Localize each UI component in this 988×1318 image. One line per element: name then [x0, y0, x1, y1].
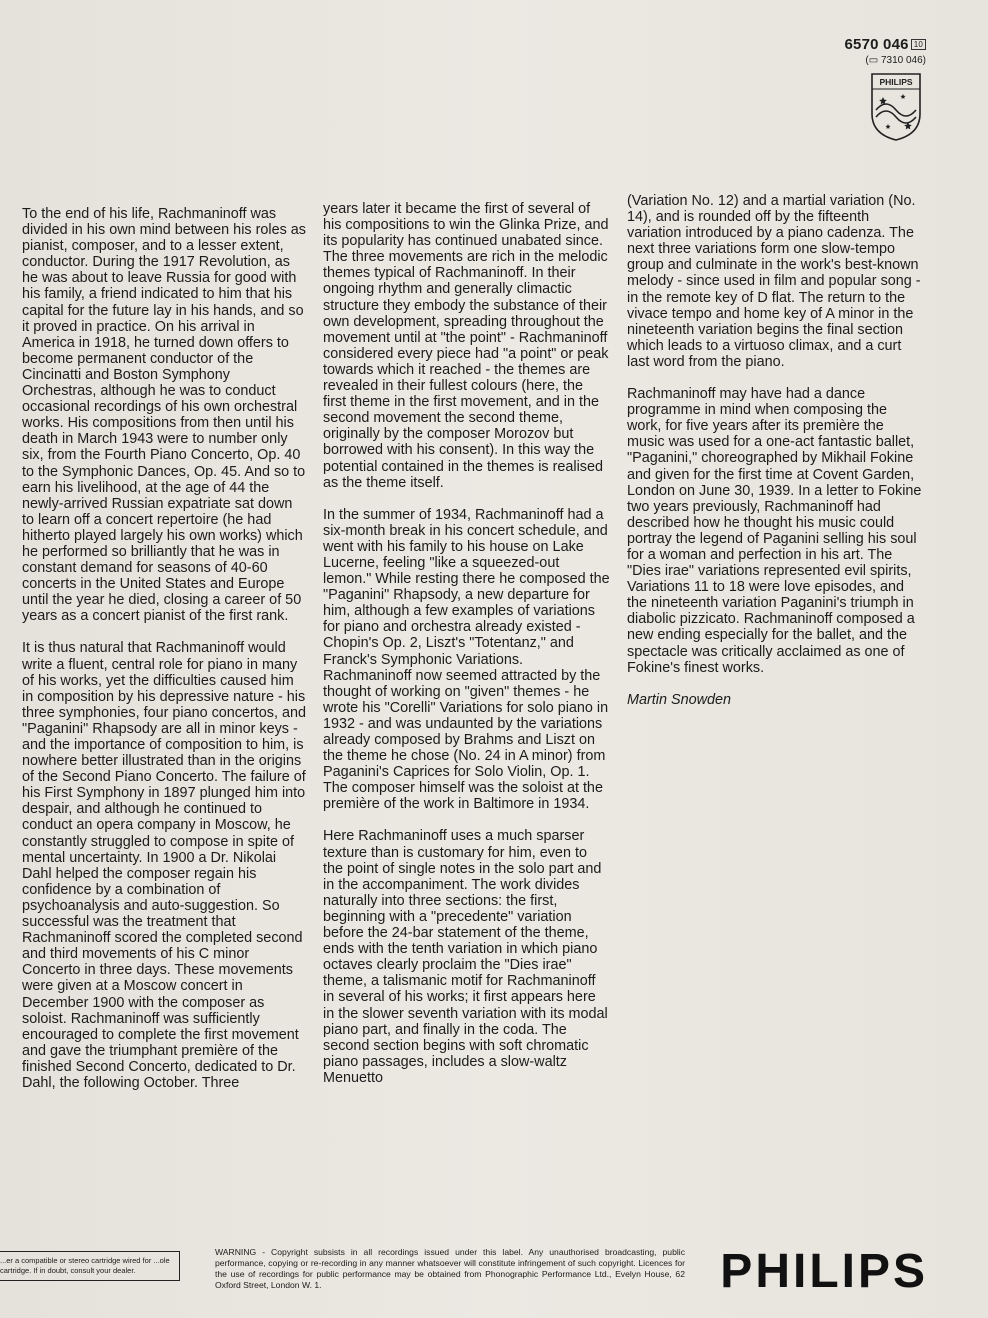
author-signature: Martin Snowden [627, 691, 731, 708]
paragraph: It is thus natural that Rachmaninoff would write a fluent, central role for piano in many of his works, yet the difficulties caused him in composition by his depressive nature - his three symphonies, four piano concertos, and "Paganini" Rhapsody are all in minor keys - and the importance of composition to him, is nowhere better illustrated than in the origins of the Second Piano Concerto. The failure of his First Symphony in 1897 plunged him into despair, and although he continued to conduct an opera company in Moscow, he constantly struggled to compose in spite of mental uncertainty. In 1900 a Dr. Nikolai Dahl helped the composer regain his confidence by a combination of psychoanalysis and auto-suggestion. So successful was the treatment that Rachmaninoff scored the completed second and third movements of his C minor Concerto in three days. These movements were given at a Moscow concert in December 1900 with the composer as soloist. Rachmaninoff was sufficiently encouraged to complete the first movement and gave the triumphant première of the finished Second Concerto, dedicated to Dr. Dahl, the following October. Three [22, 640, 306, 1091]
text-column-3 [627, 193, 922, 724]
text-column-2 [323, 201, 610, 1102]
catalog-number [845, 36, 926, 53]
catalog-info [845, 36, 926, 66]
paragraph: (Variation No. 12) and a martial variation (No. 14), and is rounded off by the fifteenth variation introduced by a piano cadenza. The next three variations form one slow-tempo group and culminate in the work's best-known melody - since used in film and popular song - in the remote key of D flat. The return to the vivace tempo and home key of A minor in the nineteenth variation begins the final section which leads to a virtuoso climax, and a curt last word from the piano. [627, 193, 921, 370]
copyright-warning: WARNING - Copyright subsists in all recordings issued under this label. Any unauthorised broadcasting, public performance, copying or re-recording in any manner whatsoever will constitute infringement of such copyright. Licences for the use of recordings for public performance may be obtained from Phonographic Performance Ltd., Evelyn House, 62 Oxford Street, London W. 1. [215, 1247, 685, 1290]
paragraph: Here Rachmaninoff uses a much sparser texture than is customary for him, even to the point of single notes in the solo part and in the accompaniment. The work divides naturally into three sections: the first, beginning with a "precedente" variation before the 24-bar statement of the theme, ends with the tenth variation in which piano octaves clearly proclaim the "Dies irae" theme, a talismanic motif for Rachmaninoff in several of his works; it first appears here in the slower seventh variation with its modal piano part, and finally in the coda. The second section begins with soft chromatic piano passages, includes a slow-waltz Menuetto [323, 828, 608, 1086]
text-column-1 [22, 206, 307, 1107]
paragraph: Rachmaninoff may have had a dance programme in mind when composing the work, for five years after its première the music was used for a one-act fantastic ballet, "Paganini," choreographed by Mikhail Fokine and given for the first time at Covent Garden, London on June 30, 1939. In a letter to Fokine two years previously, Rachmaninoff had described how he thought his music could portray the legend of Paganini selling his soul for a woman and perfection in his art. The "Dies irae" variations represented evil spirits, Variations 11 to 18 were love episodes, and the nineteenth variation Paganini's triumph in diabolic pizzicato. Rachmaninoff composed a new ending especially for the ballet, and the spectacle was critically acclaimed as one of Fokine's finest works. [627, 386, 922, 676]
shield-logo-text: PHILIPS [879, 77, 913, 87]
cassette-number: (▭ 7310 046) [865, 55, 926, 66]
paragraph: In the summer of 1934, Rachmaninoff had a six-month break in his concert schedule, and went with his family to his house on Lake Lucerne, feeling "like a squeezed-out lemon." While resting there he composed the "Paganini" Rhapsody, a new departure for him, although a few examples of variations for piano and orchestra already existed - Chopin's Op. 2, Liszt's "Totentanz," and Franck's Symphonic Variations. Rachmaninoff now seemed attracted by the thought of working on "given" themes - he wrote his "Corelli" Variations for solo piano in 1932 - and was undaunted by the variations already composed by Brahms and Liszt on the theme he chose (No. 24 in A minor) from Paganini's Caprices for Solo Violin, Op. 1. The composer himself was the soloist at the première of the work in Baltimore in 1934. [323, 506, 610, 813]
philips-wordmark: PHILIPS [720, 1245, 928, 1298]
cartridge-note: ...er a compatible or stereo cartridge wired for ...ole cartridge. If in doubt, consult your dealer. [0, 1251, 180, 1281]
paragraph: To the end of his life, Rachmaninoff was divided in his own mind between his roles as pianist, composer, and to a lesser extent, conductor. During the 1917 Revolution, as he was about to leave Russia for good with his family, a friend indicated to him that his capital for the future lay in his hands, and so it proved in practice. On his arrival in America in 1918, he turned down offers to become permanent conductor of the Cincinatti and Boston Symphony Orchestras, although he was to conduct occasional recordings of his own orchestral works. His compositions from then until his death in March 1943 were to number only six, from the Fourth Piano Concerto, Op. 40 to the Symphonic Dances, Op. 45. And so to earn his livelihood, at the age of 44 the newly-arrived Russian expatriate sat down to learn off a concert repertoire (he had hitherto played largely his own works) which he performed so brilliantly that he was in constant demand for seasons of 40-60 concerts in the United States and Europe until the year he died, closing a career of 50 years as a concert pianist of the first rank. [22, 206, 306, 625]
philips-shield-logo [870, 72, 922, 142]
catalog-number-text: 6570 046 [844, 36, 909, 53]
catalog-box: 10 [911, 39, 926, 50]
paragraph: years later it became the first of several of his compositions to win the Glinka Prize, and its popularity has continued unabated since. The three movements are rich in the melodic themes typical of Rachmaninoff. In their ongoing rhythm and generally climactic structure they embody the substance of their own development, spreading throughout the movement until at "the point" - Rachmaninoff considered every piece had "a point" or peak towards which it reached - the themes are revealed in their fullest colours (here, the first theme in the first movement, and in the second movement the second theme, originally by the composer Morozov but borrowed with his consent). In this way the potential contained in the themes is realised as the theme itself. [323, 201, 609, 491]
